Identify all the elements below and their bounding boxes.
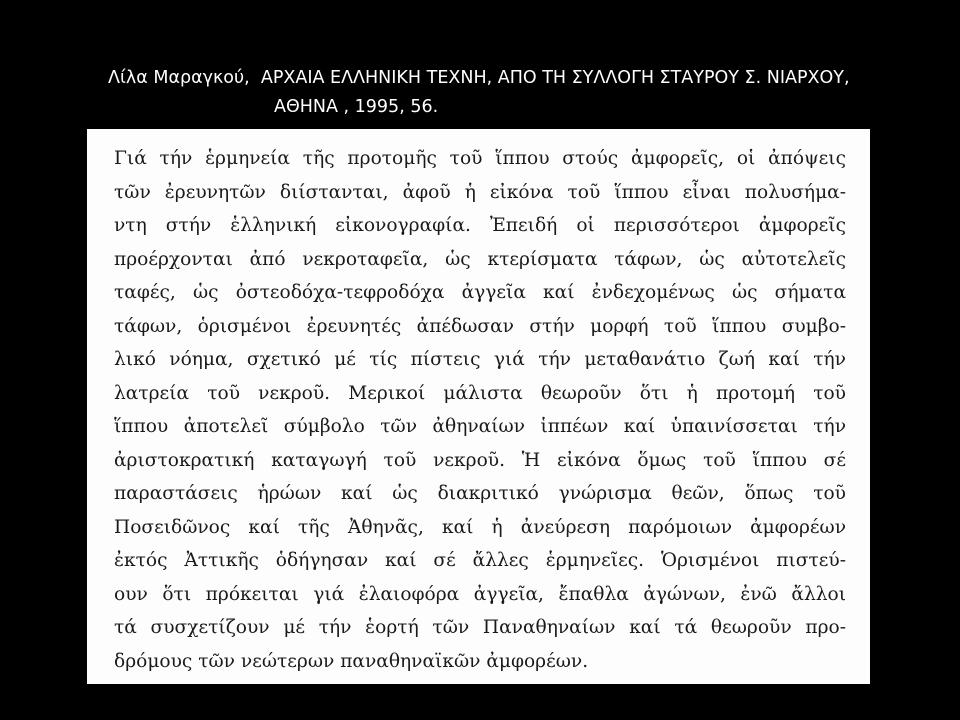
excerpt-line: προέρχονται ἀπό νεκροταφεῖα, ὡς κτερίσματα τάφων, ὡς αὐτοτελεῖς [114, 248, 846, 270]
citation-author: Λίλα Μαραγκού, [108, 68, 250, 88]
excerpt-line: παραστάσεις ἡρώων καί ὡς διακριτικό γνώρισμα θεῶν, ὅπως τοῦ [114, 483, 846, 504]
excerpt-line: ταφές, ὡς ὀστεοδόχα-τεφροδόχα ἀγγεῖα καί ἐνδεχομένως ὡς σήματα [114, 282, 846, 303]
excerpt-line: ντη στήν ἑλληνική εἰκονογραφία. Ἐπειδή οἱ περισσότεροι ἀμφορεῖς [114, 215, 846, 236]
excerpt-line: δρόμους τῶν νεώτερων παναθηναϊκῶν ἀμφορέων. [114, 650, 589, 672]
excerpt-line: τάφων, ὁρισμένοι ἐρευνητές ἀπέδωσαν στήν μορφή τοῦ ἵππου συμβο- [114, 315, 846, 337]
excerpt-line: λατρεία τοῦ νεκροῦ. Μερικοί μάλιστα θεωροῦν ὅτι ἡ προτομή τοῦ [114, 382, 846, 404]
excerpt-line: ἀριστοκρατική καταγωγή τοῦ νεκροῦ. Ἡ εἰκόνα ὅμως τοῦ ἵππου σέ [114, 449, 846, 471]
citation-heading [108, 64, 938, 122]
excerpt-line: ἵππου ἀποτελεῖ σύμβολο τῶν ἀθηναίων ἱππέων καί ὑπαινίσσεται τήν [114, 416, 846, 437]
excerpt-line: τῶν ἐρευνητῶν διίστανται, ἀφοῦ ἡ εἰκόνα τοῦ ἵππου εἶναι πολυσήμα- [114, 181, 846, 203]
excerpt-line: Ποσειδῶνος καί τῆς Ἀθηνᾶς, καί ἡ ἀνεύρεση παρόμοιων ἀμφορέων [114, 516, 846, 538]
citation-line-2: ΑΘΗΝΑ , 1995, 56. [274, 97, 439, 117]
citation-title: ΑΡΧΑΙΑ ΕΛΛΗΝΙΚΗ ΤΕΧΝΗ, ΑΠΟ ΤΗ ΣΥΛΛΟΓΗ ΣΤΑΥΡΟΥ Σ. ΝΙΑΡΧΟΥ, [260, 68, 850, 88]
excerpt-line: Γιά τήν ἑρμηνεία τῆς προτομῆς τοῦ ἵππου στούς ἀμφορεῖς, οἱ ἀπόψεις [114, 148, 846, 169]
scanned-page-excerpt [87, 129, 870, 684]
excerpt-line: ἐκτός Ἀττικῆς ὁδήγησαν καί σέ ἄλλες ἑρμηνεῖες. Ὁρισμένοι πιστεύ- [114, 550, 846, 571]
excerpt-text-body [114, 142, 846, 678]
excerpt-line: τά συσχετίζουν μέ τήν ἑορτή τῶν Παναθηναίων καί τά θεωροῦν προ- [114, 617, 846, 638]
excerpt-line: ουν ὅτι πρόκειται γιά ἐλαιοφόρα ἀγγεῖα, ἔπαθλα ἀγώνων, ἐνῶ ἄλλοι [114, 583, 846, 605]
excerpt-line: λικό νόημα, σχετικό μέ τίς πίστεις γιά τήν μεταθανάτιο ζωή καί τήν [114, 349, 846, 370]
citation-line-1 [108, 64, 938, 93]
